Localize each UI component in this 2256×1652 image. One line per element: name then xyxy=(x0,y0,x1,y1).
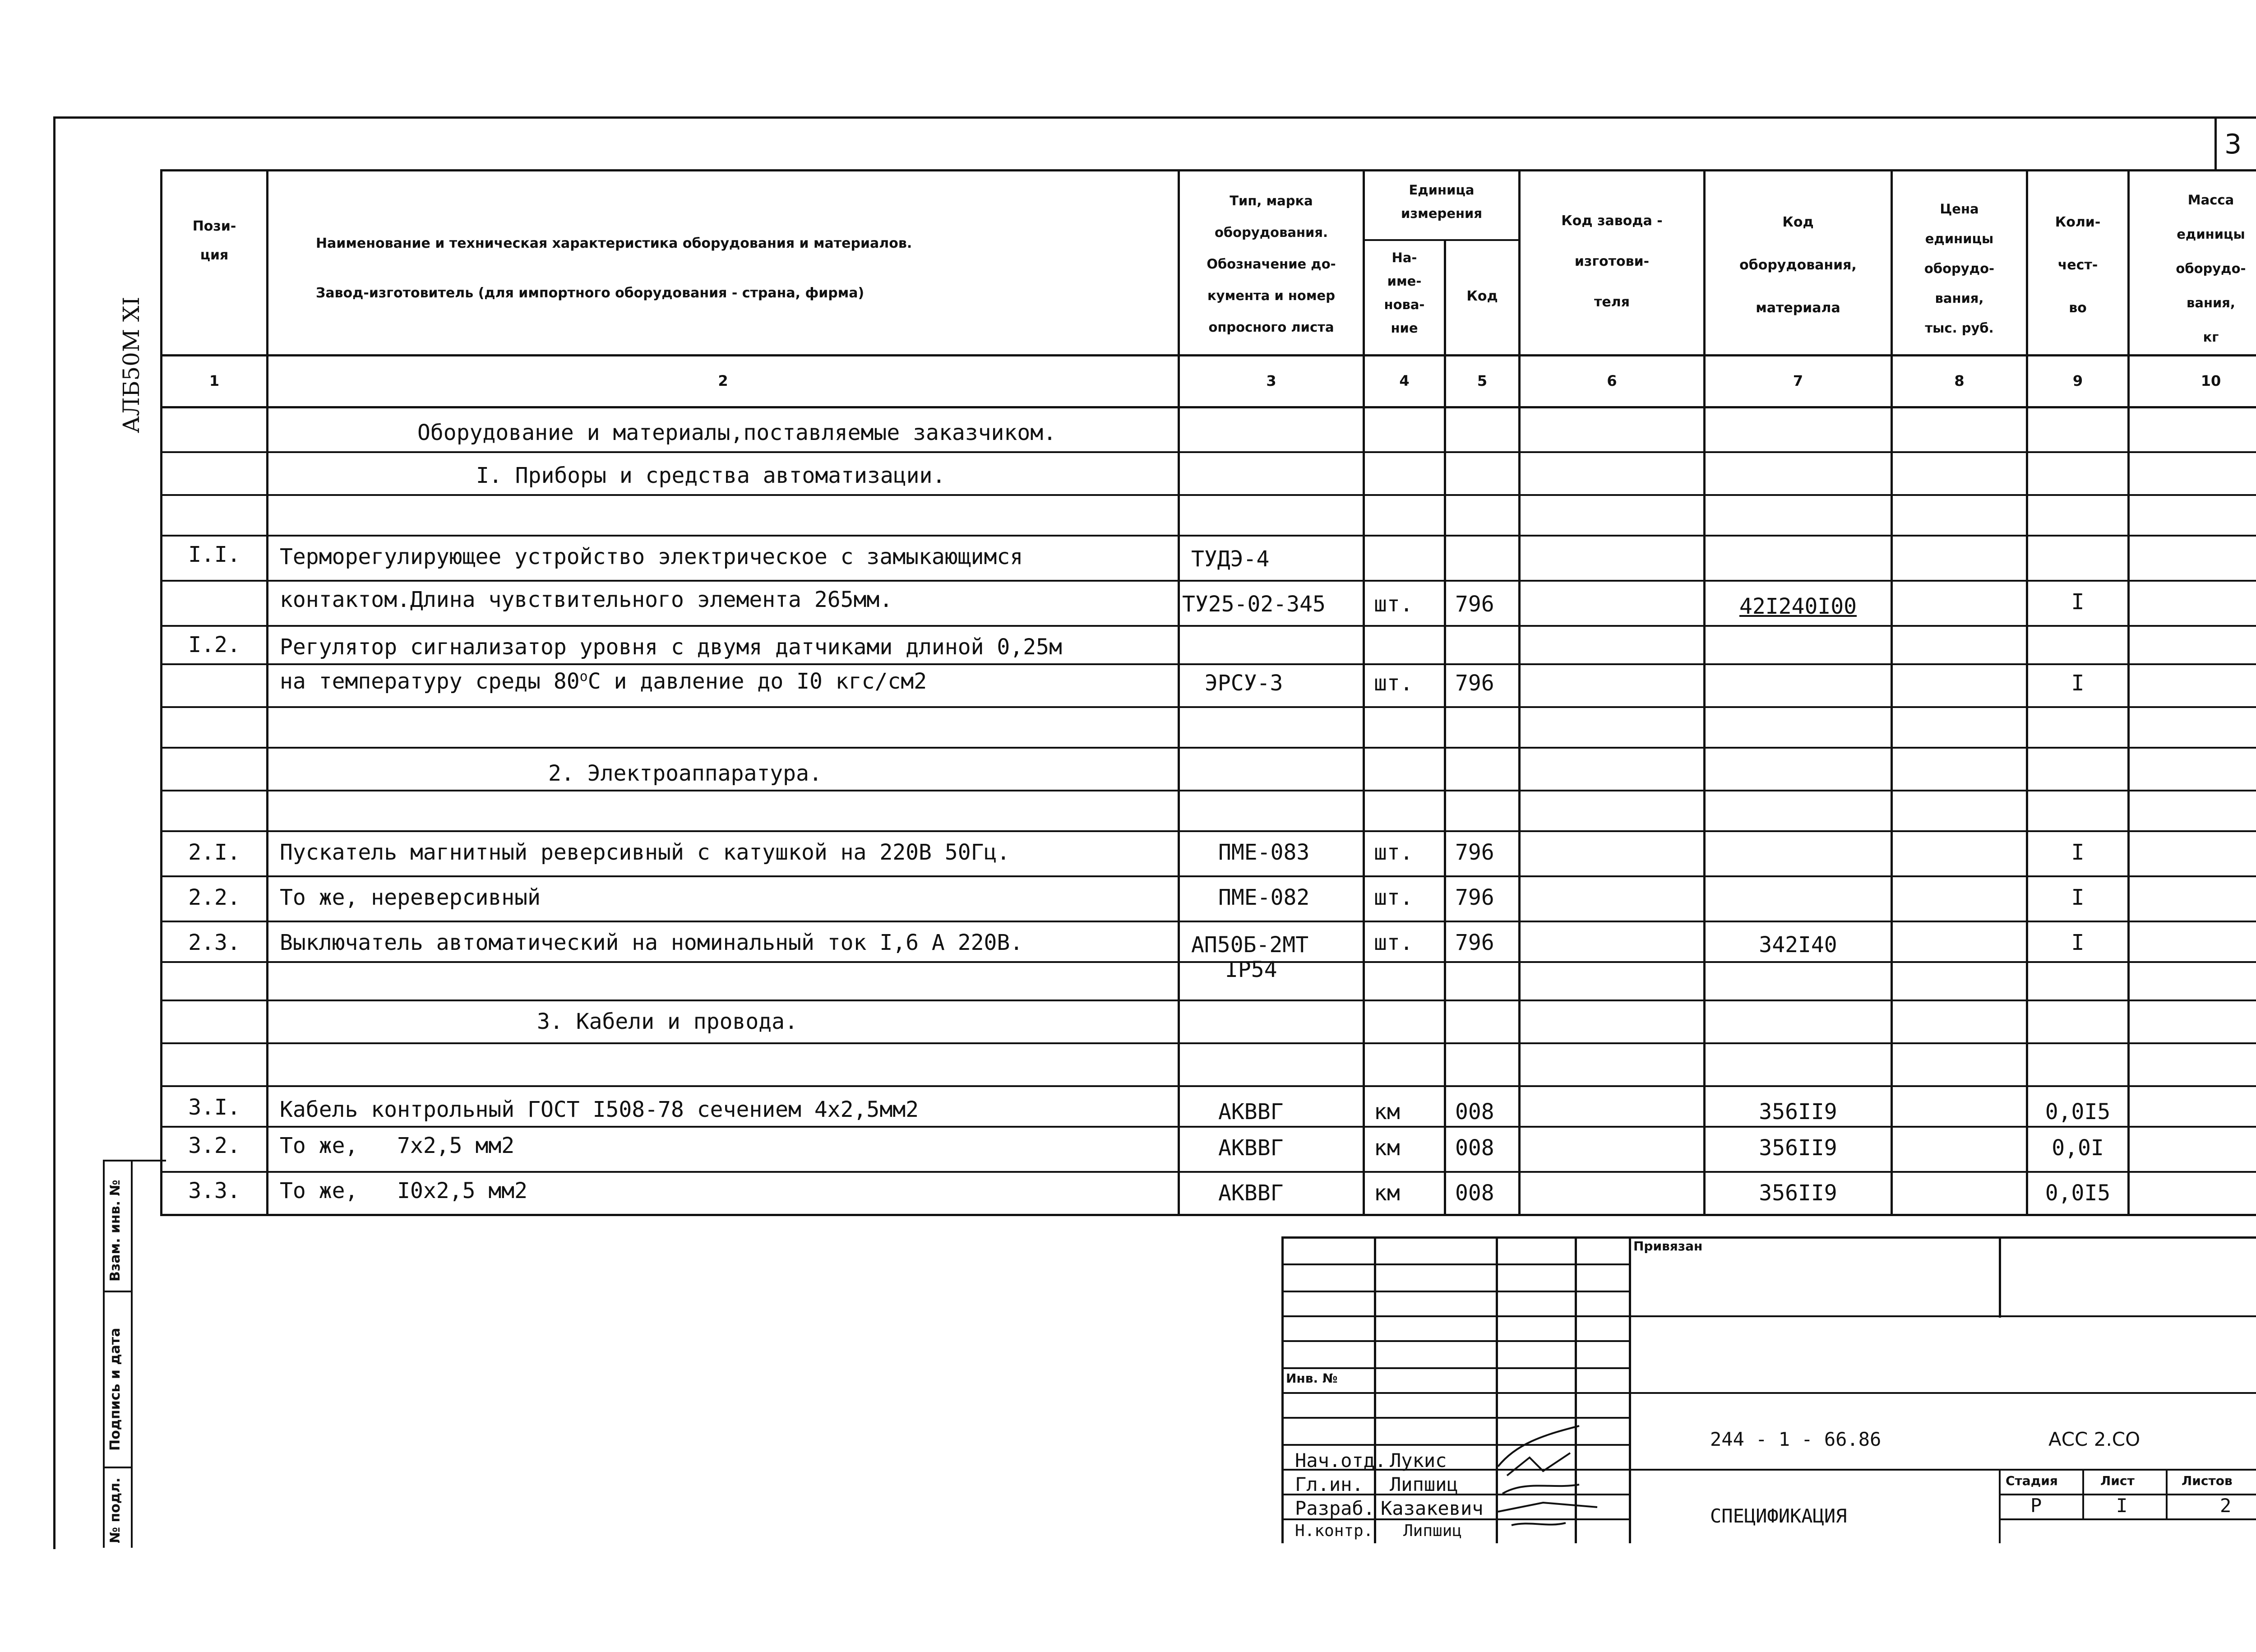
row-name: Выключатель автоматический на номинальный ток I,6 А 220В. xyxy=(280,930,1023,955)
side-stamp-line xyxy=(103,1291,131,1292)
header-mass: Масса единицы оборудо- вания, кг xyxy=(2176,192,2246,345)
stamp-sheets-label: Листов xyxy=(2182,1473,2233,1488)
row-pos: 3.3. xyxy=(188,1178,240,1203)
header-pos: Пози- ция xyxy=(192,218,236,263)
col-number: 6 xyxy=(1607,372,1617,389)
row-name: Терморегулирующее устройство электрическое с замыкающимся xyxy=(280,544,1023,569)
stamp-line xyxy=(1281,1340,1629,1342)
col-number: 9 xyxy=(2072,372,2083,389)
side-stamp-line xyxy=(103,1160,105,1548)
frame-left xyxy=(53,116,55,1549)
row-line xyxy=(160,1042,2256,1044)
row-name-text: С и давление до I0 кгс/см2 xyxy=(587,669,927,694)
row-type: IP54 xyxy=(1225,957,1277,982)
row-equip-code: 42I240I00 xyxy=(1739,594,1857,619)
row-line xyxy=(160,706,2256,708)
stamp-person-name: Лукис xyxy=(1390,1449,1447,1472)
col-line xyxy=(160,169,162,1216)
col-line xyxy=(1518,169,1521,1216)
stamp-line xyxy=(1281,1392,2256,1394)
stamp-sheet-label: Лист xyxy=(2100,1473,2135,1488)
col-line xyxy=(266,169,268,1216)
signature-stroke xyxy=(1498,1503,1597,1512)
stamp-person-name: Липшиц xyxy=(1390,1473,1458,1495)
row-name xyxy=(280,670,927,692)
signature-strokes xyxy=(1489,1417,1615,1534)
stamp-sheets: 2 xyxy=(2220,1495,2232,1517)
col-number: 7 xyxy=(1793,372,1803,389)
row-pos: 2.I. xyxy=(188,840,240,865)
stamp-line xyxy=(1999,1236,2001,1318)
row-unit: км xyxy=(1374,1135,1400,1161)
stamp-person-role: Разраб. xyxy=(1295,1497,1375,1519)
row-unit: шт. xyxy=(1374,885,1413,910)
degree-sup: o xyxy=(579,669,588,685)
stamp-person-role: Н.контр. xyxy=(1295,1522,1373,1540)
col-number: 8 xyxy=(1954,372,1965,389)
row-line xyxy=(160,1000,2256,1001)
row-line xyxy=(160,494,2256,496)
side-stamp-line xyxy=(103,1160,166,1161)
header-qty: Коли- чест- во xyxy=(2055,214,2101,316)
stamp-line xyxy=(1281,1236,1284,1543)
section-title: 3. Кабели и провода. xyxy=(537,1009,798,1034)
row-unit-code: 008 xyxy=(1455,1180,1494,1206)
row-line xyxy=(160,663,2256,665)
header-unit-name: На- име- нова- ние xyxy=(1384,250,1425,336)
row-type: ПМЕ-082 xyxy=(1218,885,1310,910)
row-unit-code: 796 xyxy=(1455,592,1494,617)
row-line xyxy=(160,790,2256,791)
stamp-stage-label: Стадия xyxy=(2006,1473,2058,1488)
frame-top xyxy=(53,116,2256,119)
stamp-stage: Р xyxy=(2030,1495,2042,1517)
row-type: ТУДЭ-4 xyxy=(1191,546,1270,572)
row-line xyxy=(160,1126,2256,1128)
row-pos: 2.2. xyxy=(188,885,240,910)
row-qty: 0,0I xyxy=(2052,1135,2104,1161)
row-name: контактом.Длина чувствительного элемента 265мм. xyxy=(280,587,893,612)
page-number: 3 xyxy=(2224,129,2242,160)
col-number: 1 xyxy=(209,372,220,389)
stamp-person-role: Нач.отд. xyxy=(1295,1449,1387,1472)
stamp-sheet: I xyxy=(2116,1495,2128,1517)
page-number-box xyxy=(2214,116,2217,171)
signature-stroke xyxy=(1512,1523,1566,1525)
table-colnum-line xyxy=(160,406,2256,408)
col-number: 4 xyxy=(1399,372,1410,389)
section-title: 2. Электроаппаратура. xyxy=(548,761,822,786)
row-unit: км xyxy=(1374,1180,1400,1206)
header-type: Тип, марка оборудования. Обозначение до- кумента и номер опросного листа xyxy=(1207,193,1336,335)
row-qty: I xyxy=(2071,885,2085,910)
row-pos: I.2. xyxy=(188,632,240,657)
row-line xyxy=(160,625,2256,627)
row-line xyxy=(160,1085,2256,1087)
side-stamp-line xyxy=(103,1467,131,1468)
header-plant-code: Код завода - изготови- теля xyxy=(1561,213,1663,310)
row-name: Кабель контрольный ГОСТ I508-78 сечением 4х2,5мм2 xyxy=(280,1097,919,1122)
side-stamp-line xyxy=(131,1160,133,1548)
row-unit-code: 796 xyxy=(1455,840,1494,865)
section-title: I. Приборы и средства автоматизации. xyxy=(476,463,946,488)
row-equip-code: 356II9 xyxy=(1759,1099,1837,1124)
side-sign-date: Подпись и дата xyxy=(107,1328,123,1451)
row-name: То же, I0х2,5 мм2 xyxy=(280,1178,528,1203)
stamp-line xyxy=(1281,1291,1629,1292)
row-unit: км xyxy=(1374,1099,1400,1124)
stamp-top xyxy=(1281,1236,2256,1239)
col-number: 3 xyxy=(1266,372,1276,389)
stamp-line xyxy=(2082,1469,2084,1518)
row-unit-code: 796 xyxy=(1455,885,1494,910)
row-equip-code: 356II9 xyxy=(1759,1180,1837,1206)
header-equip-code: Код оборудования, материала xyxy=(1739,214,1857,316)
row-qty: I xyxy=(2071,840,2085,865)
row-qty: 0,0I5 xyxy=(2045,1180,2111,1206)
row-pos: 3.2. xyxy=(188,1133,240,1158)
header-unit-group: Единица измерения xyxy=(1401,182,1482,221)
row-equip-code: 356II9 xyxy=(1759,1135,1837,1161)
row-line xyxy=(160,961,2256,963)
row-pos: I.I. xyxy=(188,542,240,567)
stamp-line xyxy=(1281,1367,1629,1369)
col-number: 10 xyxy=(2201,372,2221,389)
header-name: Наименование и техническая характеристика оборудования и материалов. Завод-изготовитель (для импортного оборудования - страна, фирма) xyxy=(316,236,912,301)
row-qty: I xyxy=(2071,589,2085,615)
row-name-text: на температуру среды 80 xyxy=(280,669,580,694)
row-line xyxy=(160,921,2256,922)
row-unit: шт. xyxy=(1374,930,1413,955)
row-line xyxy=(160,875,2256,877)
row-pos: 3.I. xyxy=(188,1095,240,1120)
stamp-sheet-code: АСС 2.СО xyxy=(2048,1428,2140,1450)
row-qty: I xyxy=(2071,671,2085,696)
table-top-line xyxy=(160,169,2256,171)
row-qty: I xyxy=(2071,930,2085,955)
row-line xyxy=(160,451,2256,453)
stamp-line xyxy=(1281,1263,1629,1265)
stamp-person-name: Липшиц xyxy=(1403,1522,1462,1540)
row-unit-code: 796 xyxy=(1455,671,1494,696)
header-price: Цена единицы оборудо- вания, тыс. руб. xyxy=(1924,201,1995,336)
row-type: ЭРСУ-3 xyxy=(1205,671,1283,696)
row-line xyxy=(160,1171,2256,1173)
stamp-line xyxy=(1999,1518,2256,1520)
stamp-doc-code: 244 - 1 - 66.86 xyxy=(1710,1428,1882,1450)
row-unit: шт. xyxy=(1374,592,1413,617)
signature-stroke xyxy=(1498,1426,1579,1467)
row-name: То же, нереверсивный xyxy=(280,885,541,910)
row-qty: 0,0I5 xyxy=(2045,1099,2111,1124)
row-name: Пускатель магнитный реверсивный с катушкой на 220В 50Гц. xyxy=(280,840,1010,865)
unit-split-line xyxy=(1363,239,1518,241)
row-type: АКВВГ xyxy=(1218,1180,1284,1206)
stamp-person-role: Гл.ин. xyxy=(1295,1473,1364,1495)
stamp-line xyxy=(2166,1469,2168,1518)
stamp-privyazan: Привязан xyxy=(1633,1239,1703,1254)
row-unit: шт. xyxy=(1374,671,1413,696)
row-unit-code: 796 xyxy=(1455,930,1494,955)
side-vzam-inv: Взам. инв. № xyxy=(107,1180,123,1282)
side-inv-no: № подл. xyxy=(107,1477,123,1543)
stamp-title: СПЕЦИФИКАЦИЯ xyxy=(1710,1505,1847,1527)
row-name: Регулятор сигнализатор уровня с двумя датчиками длиной 0,25м xyxy=(280,634,1062,660)
col-number: 5 xyxy=(1477,372,1488,389)
signature-stroke xyxy=(1507,1453,1570,1476)
row-type: АКВВГ xyxy=(1218,1099,1284,1124)
stamp-person-name: Казакевич xyxy=(1381,1497,1484,1519)
table-bottom-line xyxy=(160,1214,2256,1216)
row-type: ТУ25-02-345 xyxy=(1182,592,1326,617)
row-line xyxy=(160,580,2256,582)
row-pos: 2.3. xyxy=(188,930,240,955)
album-code: АЛБ50М XI xyxy=(118,296,144,433)
row-equip-code: 342I40 xyxy=(1759,932,1837,958)
table-header-line xyxy=(160,354,2256,356)
row-line xyxy=(160,830,2256,832)
header-unit-code: Код xyxy=(1466,288,1498,304)
section-title: Оборудование и материалы,поставляемые заказчиком. xyxy=(417,420,1057,445)
row-unit: шт. xyxy=(1374,840,1413,865)
signature-stroke xyxy=(1502,1485,1579,1494)
row-name: То же, 7х2,5 мм2 xyxy=(280,1133,515,1158)
stamp-line xyxy=(1999,1469,2001,1543)
row-unit-code: 008 xyxy=(1455,1099,1494,1124)
row-type: АКВВГ xyxy=(1218,1135,1284,1161)
row-type: АП50Б-2МТ xyxy=(1191,932,1309,958)
col-number: 2 xyxy=(718,372,728,389)
row-line xyxy=(160,535,2256,537)
row-line xyxy=(160,747,2256,749)
stamp-line xyxy=(1281,1315,2256,1317)
stamp-line xyxy=(1629,1236,1631,1543)
stamp-inv-no: Инв. № xyxy=(1286,1371,1338,1386)
row-type: ПМЕ-083 xyxy=(1218,840,1310,865)
row-unit-code: 008 xyxy=(1455,1135,1494,1161)
